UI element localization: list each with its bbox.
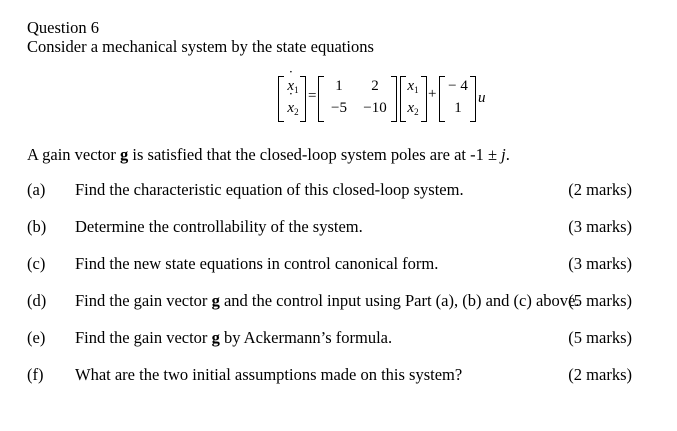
part-c [0, 254, 677, 276]
part-label: (b) [27, 217, 47, 236]
plus-sign: + [428, 86, 437, 102]
part-label: (e) [27, 328, 46, 347]
state-equation [278, 76, 508, 122]
bracket [421, 76, 427, 122]
part-e [0, 328, 677, 350]
part-d [0, 291, 677, 313]
a11: 1 [335, 78, 343, 94]
imaginary-unit: j [501, 145, 506, 164]
gain-text-cont: is satisfied that the closed-loop system poles are at -1 ± [128, 145, 502, 164]
input-u: u [478, 90, 486, 106]
part-label: (f) [27, 365, 44, 384]
bracket [300, 76, 306, 122]
part-a [0, 180, 677, 202]
part-marks: (3 marks) [568, 254, 632, 273]
part-text: Determine the controllability of the system. [75, 217, 363, 236]
gain-statement [27, 145, 510, 165]
b1: − 4 [448, 78, 468, 94]
gain-text: A gain vector [27, 145, 121, 164]
part-marks: (2 marks) [568, 365, 632, 384]
equals-sign: = [308, 88, 317, 104]
part-label: (a) [27, 180, 46, 199]
part-text: Find the gain vector g by Ackermann’s formula. [75, 328, 393, 347]
b2: 1 [454, 100, 462, 116]
part-label: (d) [27, 291, 47, 310]
x1: $x_1$ [407, 78, 419, 95]
bracket [470, 76, 476, 122]
question-title: Question 6 [27, 18, 99, 37]
part-f [0, 365, 677, 387]
a12: 2 [371, 78, 379, 94]
a22: −10 [363, 100, 387, 116]
intro-text: Consider a mechanical system by the state equations [27, 37, 374, 56]
bracket [278, 76, 284, 122]
part-text: Find the characteristic equation of this closed-loop system. [75, 180, 464, 199]
part-b [0, 217, 677, 239]
xdot2: ˙ $x_2$ [285, 100, 301, 117]
a21: −5 [331, 100, 347, 116]
part-text: Find the gain vector g and the control input using Part (a), (b) and (c) above. [75, 291, 580, 310]
part-marks: (5 marks) [568, 291, 632, 310]
x2: $x_2$ [407, 100, 419, 117]
part-text: What are the two initial assumptions made on this system? [75, 365, 463, 384]
part-marks: (2 marks) [568, 180, 632, 199]
part-marks: (3 marks) [568, 217, 632, 236]
gain-text-end: . [505, 145, 510, 164]
gain-symbol: g [120, 145, 129, 164]
part-text: Find the new state equations in control canonical form. [75, 254, 439, 273]
bracket [391, 76, 397, 122]
xdot1: ˙ $x_1$ [285, 78, 301, 95]
part-marks: (5 marks) [568, 328, 632, 347]
part-label: (c) [27, 254, 46, 273]
